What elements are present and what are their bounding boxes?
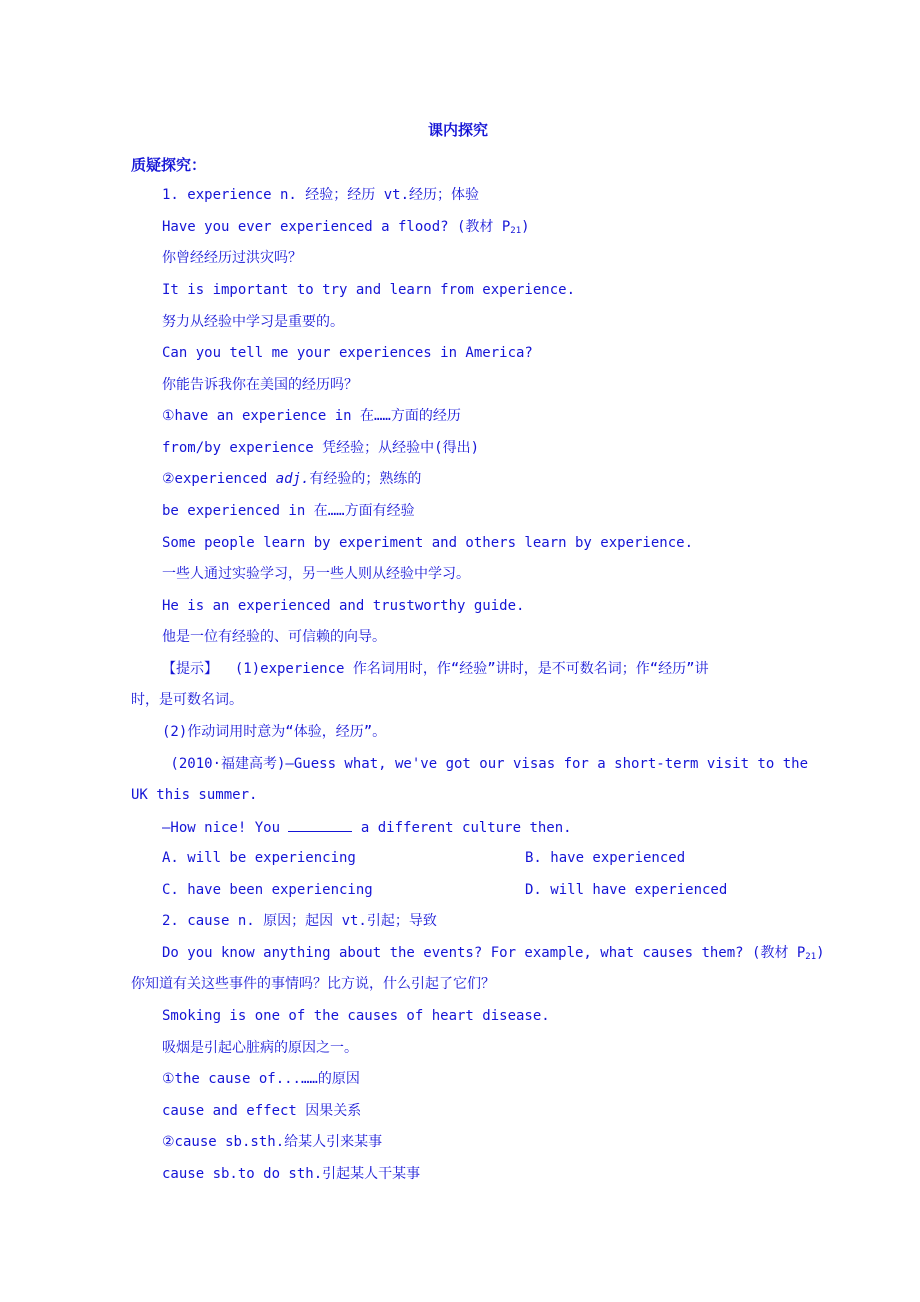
example-sentence: Have you ever experienced a flood? (教材 $P_{21}$) — [162, 219, 530, 236]
translation-line: 他是一位有经验的、可信赖的向导。 — [162, 629, 386, 645]
exam-question: (2010·福建高考)—Guess what, we've got our visas for a short-term visit to the — [162, 756, 809, 772]
tip-line: (2)作动词用时意为“体验，经历”。 — [162, 724, 387, 740]
phrase-line: from/by experience 凭经验；从经验中(得出) — [162, 440, 480, 456]
option-c: C. have been experiencing — [162, 882, 373, 898]
option-d: D. will have experienced — [525, 882, 728, 898]
phrase-line: ①have an experience in 在……方面的经历 — [162, 408, 461, 424]
example-sentence: It is important to try and learn from experience. — [162, 282, 576, 298]
translation-line: 一些人通过实验学习，另一些人则从经验中学习。 — [162, 566, 470, 582]
translation-line: 你曾经经历过洪灾吗？ — [162, 250, 302, 266]
section-heading: 质疑探究： — [131, 156, 207, 174]
phrase-line: cause sb.to do sth.引起某人干某事 — [162, 1166, 421, 1182]
answer-blank — [288, 817, 352, 832]
page-title: 课内探究 — [428, 121, 489, 139]
translation-line: 吸烟是引起心脏病的原因之一。 — [162, 1040, 358, 1056]
phrase-line: ②experienced adj.有经验的；熟练的 — [162, 471, 422, 487]
phrase-line: cause and effect 因果关系 — [162, 1103, 362, 1119]
example-sentence: Can you tell me your experiences in America? — [162, 345, 533, 361]
item-cause-heading: 2. cause n. 原因；起因 vt.引起；导致 — [162, 913, 437, 929]
option-a: A. will be experiencing — [162, 850, 356, 866]
phrase-line: ①the cause of...……的原因 — [162, 1071, 360, 1087]
translation-line: 努力从经验中学习是重要的。 — [162, 314, 344, 330]
example-sentence: He is an experienced and trustworthy guide. — [162, 598, 525, 614]
option-b: B. have experienced — [525, 850, 686, 866]
item-experience-heading: 1. experience n. 经验；经历 vt.经历；体验 — [162, 187, 480, 203]
tip-line: 时，是可数名词。 — [131, 692, 243, 708]
phrase-line: be experienced in 在……方面有经验 — [162, 503, 415, 519]
phrase-line: ②cause sb.sth.给某人引来某事 — [162, 1134, 383, 1150]
tip-line: 【提示】 (1)experience 作名词用时，作“经验”讲时，是不可数名词；作“经历”讲 — [162, 661, 709, 677]
exam-question: UK this summer. — [131, 787, 258, 803]
exam-question: —How nice! You a different culture then. — [162, 817, 572, 837]
translation-line: 你知道有关这些事件的事情吗？比方说，什么引起了它们？ — [131, 976, 495, 992]
example-sentence: Smoking is one of the causes of heart disease. — [162, 1008, 550, 1024]
example-sentence: Do you know anything about the events? For example, what causes them? (教材 $P_{21}$) — [162, 945, 825, 962]
translation-line: 你能告诉我你在美国的经历吗？ — [162, 377, 358, 393]
example-sentence: Some people learn by experiment and others learn by experience. — [162, 535, 694, 551]
